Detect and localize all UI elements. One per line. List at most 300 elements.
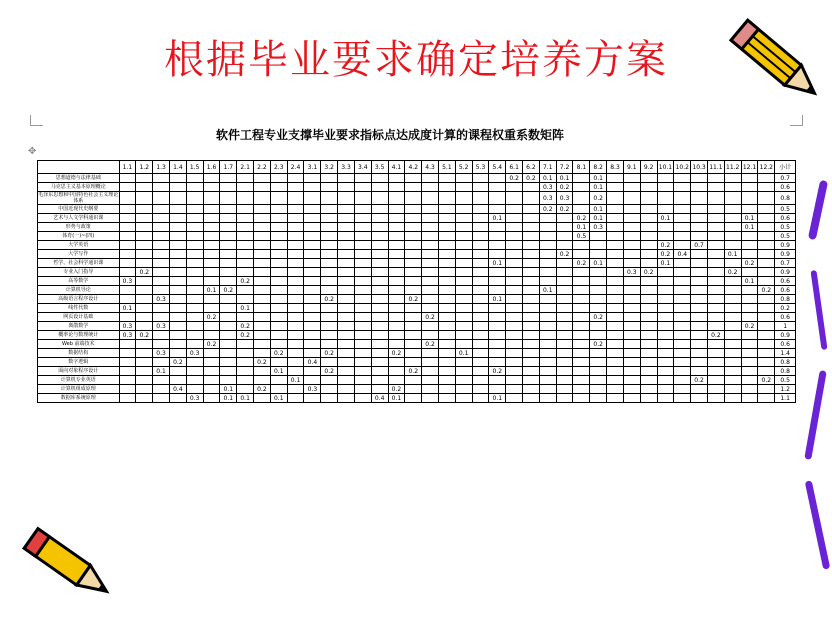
- weight-cell: [590, 331, 607, 340]
- row-total: 0.5: [775, 376, 796, 385]
- column-header: 3.1: [304, 161, 321, 174]
- weight-cell: [186, 250, 203, 259]
- weight-cell: [203, 358, 220, 367]
- weight-cell: [623, 376, 640, 385]
- weight-cell: [136, 192, 153, 205]
- weight-cell: [590, 304, 607, 313]
- weight-cell: [573, 304, 590, 313]
- weight-cell: [186, 192, 203, 205]
- weight-cell: [623, 232, 640, 241]
- row-total: 0.8: [775, 192, 796, 205]
- weight-cell: [287, 250, 304, 259]
- weight-cell: [472, 192, 489, 205]
- weight-cell: [321, 241, 338, 250]
- weight-cell: [607, 205, 624, 214]
- weight-cell: [539, 259, 556, 268]
- weight-cell: [657, 174, 674, 183]
- course-name: 计算机专业英语: [38, 376, 120, 385]
- course-name: 概率论与数理统计: [38, 331, 120, 340]
- weight-cell: [724, 349, 741, 358]
- weight-cell: [371, 214, 388, 223]
- weight-cell: [758, 205, 775, 214]
- weight-cell: [203, 349, 220, 358]
- weight-cell: [220, 183, 237, 192]
- weight-cell: [287, 183, 304, 192]
- weight-cell: [691, 340, 708, 349]
- weight-cell: [388, 340, 405, 349]
- weight-cell: [707, 183, 724, 192]
- weight-cell: [270, 268, 287, 277]
- table-row: [38, 286, 796, 295]
- weight-cell: [119, 259, 136, 268]
- column-header: 小计: [775, 161, 796, 174]
- weight-cell: 0.3: [153, 349, 170, 358]
- weight-cell: [338, 286, 355, 295]
- weight-cell: 0.2: [573, 259, 590, 268]
- weight-cell: [758, 268, 775, 277]
- weight-cell: [724, 259, 741, 268]
- weight-cell: [556, 313, 573, 322]
- weight-cell: [270, 232, 287, 241]
- weight-cell: [674, 385, 691, 394]
- weight-cell: [438, 331, 455, 340]
- weight-cell: [287, 223, 304, 232]
- weight-cell: [388, 241, 405, 250]
- course-name: 数字逻辑: [38, 358, 120, 367]
- weight-cell: [438, 385, 455, 394]
- weight-cell: [338, 376, 355, 385]
- weight-cell: [119, 295, 136, 304]
- weight-cell: [623, 214, 640, 223]
- weight-cell: [741, 250, 758, 259]
- weight-cell: [136, 174, 153, 183]
- weight-cell: [607, 277, 624, 286]
- weight-cell: [741, 304, 758, 313]
- weight-cell: [506, 367, 523, 376]
- weight-cell: [169, 340, 186, 349]
- weight-cell: [220, 367, 237, 376]
- weight-cell: [270, 376, 287, 385]
- weight-cell: [119, 250, 136, 259]
- weight-cell: [254, 223, 271, 232]
- weight-cell: 0.2: [573, 214, 590, 223]
- weight-cell: [422, 322, 439, 331]
- move-handle-icon[interactable]: ✥: [28, 146, 37, 157]
- weight-cell: [691, 277, 708, 286]
- course-name: 思想道德与法律基础: [38, 174, 120, 183]
- weight-cell: [573, 322, 590, 331]
- weight-cell: [741, 232, 758, 241]
- weight-cell: [691, 232, 708, 241]
- weight-cell: [153, 192, 170, 205]
- weight-cell: [741, 205, 758, 214]
- weight-cell: [338, 385, 355, 394]
- weight-cell: [489, 340, 506, 349]
- weight-cell: [169, 349, 186, 358]
- weight-cell: [220, 268, 237, 277]
- weight-cell: [354, 192, 371, 205]
- weight-cell: 0.2: [657, 250, 674, 259]
- weight-cell: 0.1: [119, 304, 136, 313]
- row-total: 1: [775, 322, 796, 331]
- weight-cell: [472, 223, 489, 232]
- weight-cell: [237, 385, 254, 394]
- weight-cell: [203, 259, 220, 268]
- weight-cell: [556, 340, 573, 349]
- weight-cell: [371, 304, 388, 313]
- weight-cell: 0.2: [237, 331, 254, 340]
- weight-cell: [607, 349, 624, 358]
- weight-cell: 0.2: [270, 349, 287, 358]
- weight-cell: [169, 250, 186, 259]
- weight-cell: [405, 192, 422, 205]
- weight-cell: [506, 340, 523, 349]
- weight-cell: [455, 340, 472, 349]
- corner-mark: [790, 115, 803, 126]
- weight-cell: [203, 268, 220, 277]
- weight-cell: [674, 174, 691, 183]
- weight-cell: [270, 214, 287, 223]
- weight-cell: [153, 385, 170, 394]
- weight-cell: [388, 313, 405, 322]
- weight-cell: [523, 259, 540, 268]
- weight-cell: 0.2: [539, 205, 556, 214]
- weight-cell: [203, 214, 220, 223]
- weight-cell: [371, 385, 388, 394]
- weight-cell: [506, 295, 523, 304]
- weight-cell: [287, 313, 304, 322]
- weight-cell: [220, 250, 237, 259]
- weight-cell: [304, 331, 321, 340]
- table-caption: 软件工程专业支撑毕业要求指标点达成度计算的课程权重系数矩阵: [215, 128, 564, 142]
- weight-cell: [691, 223, 708, 232]
- weight-cell: [119, 367, 136, 376]
- weight-cell: [438, 367, 455, 376]
- weight-cell: [287, 174, 304, 183]
- weight-cell: [556, 385, 573, 394]
- weight-cell: [186, 232, 203, 241]
- weight-cell: [304, 376, 321, 385]
- weight-cell: [422, 205, 439, 214]
- decorative-stroke: [805, 480, 831, 569]
- weight-cell: [674, 192, 691, 205]
- weight-cell: [422, 367, 439, 376]
- weight-cell: [623, 331, 640, 340]
- weight-cell: [304, 304, 321, 313]
- weight-cell: 0.2: [657, 241, 674, 250]
- weight-cell: [539, 349, 556, 358]
- weight-cell: [153, 331, 170, 340]
- weight-cell: [556, 241, 573, 250]
- weight-cell: [169, 183, 186, 192]
- weight-cell: [338, 174, 355, 183]
- weight-cell: [321, 304, 338, 313]
- weight-cell: [707, 205, 724, 214]
- weight-cell: [186, 385, 203, 394]
- weight-cell: [724, 358, 741, 367]
- weight-cell: [203, 394, 220, 403]
- weight-cell: [455, 268, 472, 277]
- weight-cell: [657, 277, 674, 286]
- weight-cell: [203, 205, 220, 214]
- weight-cell: [607, 331, 624, 340]
- column-header: 1.2: [136, 161, 153, 174]
- weight-cell: [405, 358, 422, 367]
- weight-cell: [489, 183, 506, 192]
- weight-cell: [287, 295, 304, 304]
- weight-cell: [506, 331, 523, 340]
- course-name: 高级语言程序设计: [38, 295, 120, 304]
- weight-cell: [691, 304, 708, 313]
- weight-cell: [707, 304, 724, 313]
- weight-cell: [186, 214, 203, 223]
- weight-cell: [304, 259, 321, 268]
- weight-cell: [321, 340, 338, 349]
- weight-cell: [724, 174, 741, 183]
- weight-cell: [758, 349, 775, 358]
- weight-cell: [539, 304, 556, 313]
- weight-cell: [607, 340, 624, 349]
- weight-cell: [489, 241, 506, 250]
- weight-cell: [270, 259, 287, 268]
- weight-cell: [422, 304, 439, 313]
- weight-cell: [590, 241, 607, 250]
- weight-cell: [523, 183, 540, 192]
- weight-cell: [640, 304, 657, 313]
- weight-cell: [321, 277, 338, 286]
- weight-cell: [304, 313, 321, 322]
- weight-cell: [186, 340, 203, 349]
- weight-cell: [186, 268, 203, 277]
- weight-cell: [523, 205, 540, 214]
- weight-cell: [640, 358, 657, 367]
- weight-cell: [287, 394, 304, 403]
- weight-cell: [607, 250, 624, 259]
- weight-cell: [472, 358, 489, 367]
- weight-cell: [220, 358, 237, 367]
- weight-cell: [405, 268, 422, 277]
- column-header: 11.1: [707, 161, 724, 174]
- weight-cell: [758, 367, 775, 376]
- weight-cell: [354, 277, 371, 286]
- weight-cell: [287, 340, 304, 349]
- weight-cell: [657, 394, 674, 403]
- weight-cell: [237, 349, 254, 358]
- weight-cell: [489, 358, 506, 367]
- weight-cell: [321, 286, 338, 295]
- weight-cell: [691, 214, 708, 223]
- weight-cell: [674, 214, 691, 223]
- weight-cell: [556, 232, 573, 241]
- row-total: 0.5: [775, 232, 796, 241]
- weight-cell: [136, 286, 153, 295]
- table-row: [38, 205, 796, 214]
- weight-cell: [724, 205, 741, 214]
- weight-cell: [640, 259, 657, 268]
- column-header: 2.1: [237, 161, 254, 174]
- weight-cell: [354, 385, 371, 394]
- weight-cell: [724, 322, 741, 331]
- weight-cell: [371, 259, 388, 268]
- weight-cell: [640, 394, 657, 403]
- weight-cell: [623, 340, 640, 349]
- weight-cell: [741, 241, 758, 250]
- table-row: [38, 223, 796, 232]
- weight-cell: [472, 331, 489, 340]
- column-header: 6.2: [523, 161, 540, 174]
- weight-cell: [506, 376, 523, 385]
- weight-cell: [270, 295, 287, 304]
- weight-cell: [455, 183, 472, 192]
- weight-cell: [119, 358, 136, 367]
- weight-cell: [523, 394, 540, 403]
- weight-cell: [741, 331, 758, 340]
- weight-cell: 0.1: [590, 183, 607, 192]
- weight-cell: [153, 250, 170, 259]
- weight-cell: [169, 394, 186, 403]
- weight-cell: [254, 340, 271, 349]
- weight-cell: 0.2: [321, 349, 338, 358]
- row-total: 1.2: [775, 385, 796, 394]
- weight-cell: [758, 192, 775, 205]
- table-row: [38, 394, 796, 403]
- weight-cell: 0.2: [489, 367, 506, 376]
- weight-cell: [254, 367, 271, 376]
- weight-cell: [304, 223, 321, 232]
- weight-cell: [254, 192, 271, 205]
- weight-cell: [186, 331, 203, 340]
- weight-cell: [405, 340, 422, 349]
- weight-cell: [623, 192, 640, 205]
- weight-cell: [169, 241, 186, 250]
- weight-cell: [438, 295, 455, 304]
- weight-cell: [388, 277, 405, 286]
- weight-cell: [270, 192, 287, 205]
- weight-cell: [388, 286, 405, 295]
- weight-cell: [354, 394, 371, 403]
- weight-cell: 0.2: [220, 286, 237, 295]
- weight-cell: [674, 183, 691, 192]
- weight-cell: [523, 214, 540, 223]
- weight-cell: [758, 322, 775, 331]
- weight-cell: [422, 192, 439, 205]
- weight-cell: [136, 349, 153, 358]
- weight-cell: [707, 232, 724, 241]
- weight-cell: [657, 340, 674, 349]
- table-row: [38, 241, 796, 250]
- weight-cell: [270, 183, 287, 192]
- row-total: 0.7: [775, 174, 796, 183]
- weight-cell: [707, 277, 724, 286]
- weight-cell: [203, 376, 220, 385]
- weight-cell: [640, 340, 657, 349]
- weight-cell: [674, 259, 691, 268]
- weight-cell: [741, 268, 758, 277]
- weight-cell: [724, 376, 741, 385]
- weight-cell: [640, 277, 657, 286]
- weight-cell: [304, 340, 321, 349]
- weight-cell: [304, 183, 321, 192]
- weight-cell: [472, 174, 489, 183]
- weight-cell: [674, 286, 691, 295]
- weight-cell: 0.2: [321, 367, 338, 376]
- course-name: Web 前端技术: [38, 340, 120, 349]
- weight-cell: [707, 385, 724, 394]
- weight-cell: [153, 394, 170, 403]
- weight-cell: [724, 232, 741, 241]
- weight-cell: [758, 183, 775, 192]
- weight-cell: [590, 250, 607, 259]
- table-row: [38, 268, 796, 277]
- table-row: [38, 376, 796, 385]
- weight-cell: [758, 304, 775, 313]
- weight-cell: [489, 205, 506, 214]
- weight-cell: [304, 214, 321, 223]
- weight-cell: [640, 205, 657, 214]
- weight-cell: [220, 232, 237, 241]
- weight-cell: [724, 385, 741, 394]
- weight-cell: [623, 322, 640, 331]
- weight-cell: [388, 331, 405, 340]
- weight-cell: [523, 286, 540, 295]
- weight-cell: 0.2: [405, 295, 422, 304]
- weight-cell: [707, 340, 724, 349]
- weight-cell: [186, 358, 203, 367]
- weight-cell: [455, 205, 472, 214]
- weight-cell: [590, 232, 607, 241]
- weight-cell: [338, 223, 355, 232]
- weight-cell: [136, 394, 153, 403]
- weight-cell: [371, 367, 388, 376]
- column-header: 11.2: [724, 161, 741, 174]
- weight-cell: [405, 331, 422, 340]
- weight-cell: [153, 376, 170, 385]
- weight-cell: [371, 183, 388, 192]
- weight-cell: [119, 232, 136, 241]
- weight-cell: 0.5: [573, 232, 590, 241]
- weight-cell: [523, 304, 540, 313]
- weight-cell: [707, 376, 724, 385]
- weight-cell: [438, 358, 455, 367]
- weight-cell: [203, 385, 220, 394]
- weight-cell: [287, 277, 304, 286]
- weight-cell: [203, 331, 220, 340]
- table-row: [38, 183, 796, 192]
- weight-cell: [657, 331, 674, 340]
- weight-cell: [506, 205, 523, 214]
- weight-cell: [707, 295, 724, 304]
- weight-cell: [523, 268, 540, 277]
- weight-cell: 0.3: [153, 322, 170, 331]
- weight-cell: [691, 286, 708, 295]
- weight-cell: [455, 259, 472, 268]
- decorative-stroke: [808, 180, 828, 240]
- weight-cell: [119, 241, 136, 250]
- weight-cell: [607, 174, 624, 183]
- weight-cell: [724, 313, 741, 322]
- column-header: 3.2: [321, 161, 338, 174]
- weight-cell: [169, 286, 186, 295]
- weight-cell: [287, 331, 304, 340]
- weight-cell: 0.2: [556, 250, 573, 259]
- weight-cell: [237, 295, 254, 304]
- weight-cell: 0.1: [539, 286, 556, 295]
- weight-cell: [371, 295, 388, 304]
- course-name: 大学写作: [38, 250, 120, 259]
- weight-cell: [556, 331, 573, 340]
- weight-cell: [607, 183, 624, 192]
- weight-cell: 0.1: [270, 394, 287, 403]
